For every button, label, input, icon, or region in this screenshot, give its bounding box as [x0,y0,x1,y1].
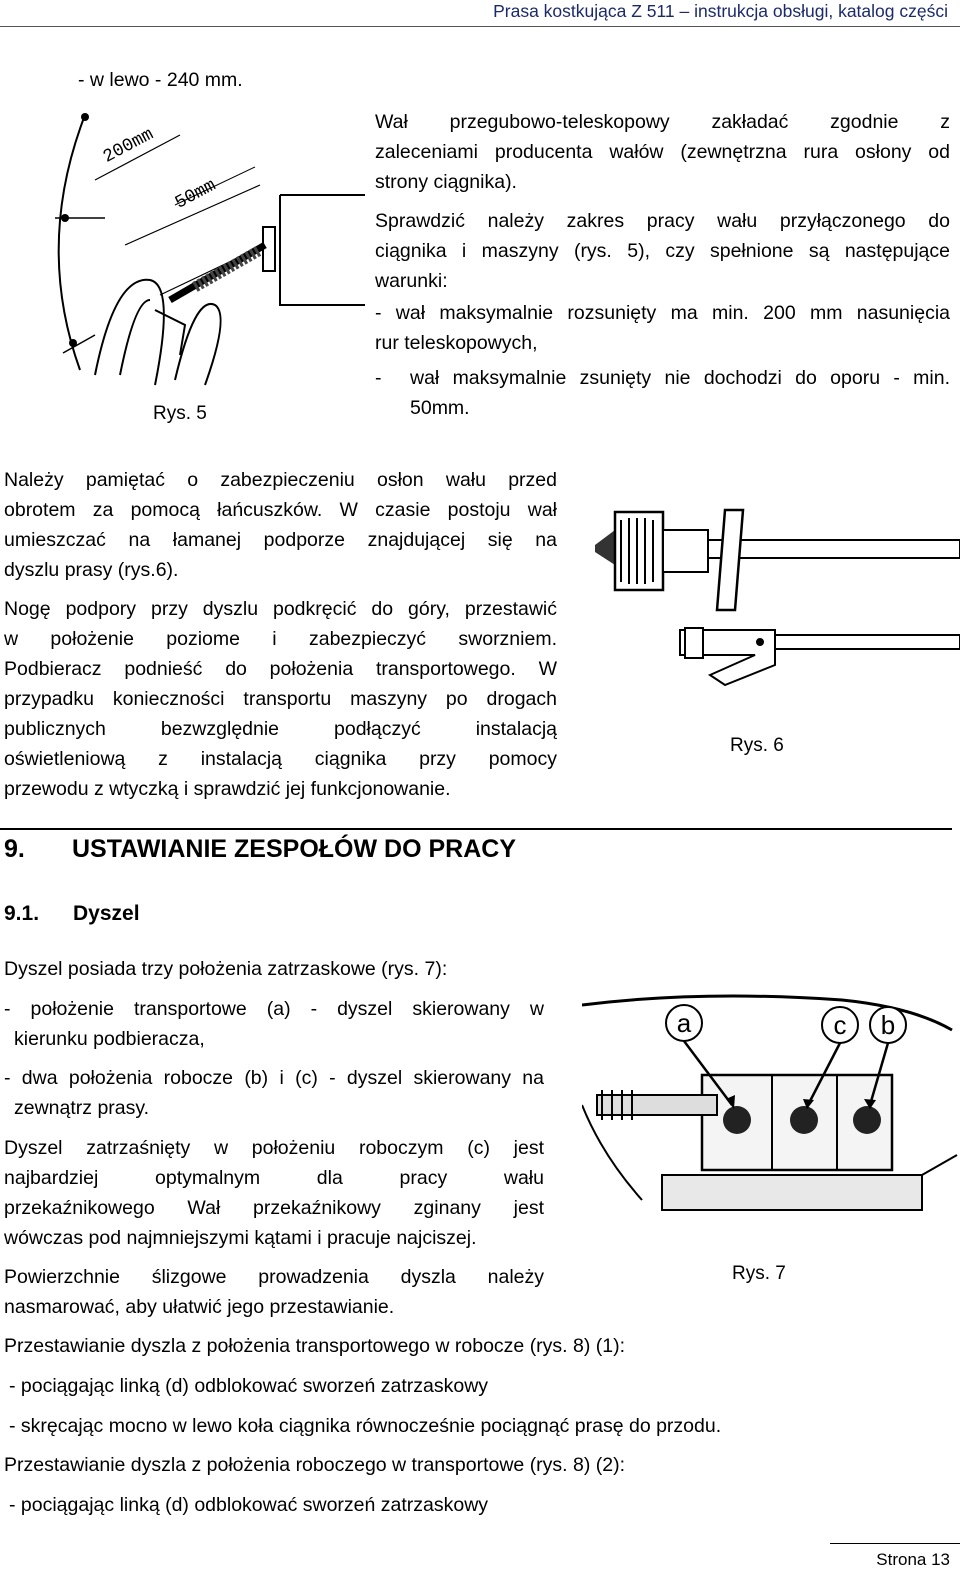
text-line: nasmarować, aby ułatwić jego przestawianie. [4,1296,395,1318]
dyszel-para-8: - skręcając mocno w lewo koła ciągnika równocześnie pociągnąć prasę do przodu. [9,1415,722,1437]
text-line: przewodu z wtyczką i sprawdzić jej funkcjonowanie. [4,778,451,800]
fig6-caption: Rys. 6 [730,735,784,756]
text-line: - dwa położenia robocze (b) i (c) - dyszel skierowany na [4,1067,544,1089]
right-para-2 [375,206,950,296]
page-header: Prasa kostkująca Z 511 – instrukcja obsługi, katalog części [493,1,948,21]
text-line: najbardziej optymalnym dla pracy wału [4,1167,544,1189]
text-line: Dyszel zatrzaśnięty w położeniu roboczym (c) jest [4,1137,544,1159]
figure-5-drawing [55,95,365,395]
section-91-number: 9.1. [4,902,40,925]
text-line: Nogę podpory przy dyszlu podkręcić do góry, przestawić [4,598,557,620]
right-para-4 [410,363,950,423]
right-para-3 [375,298,950,358]
section-9-title: USTAWIANIE ZESPOŁÓW DO PRACY [72,835,516,863]
right-para-1 [375,107,950,197]
text-line: rur teleskopowych, [375,332,538,354]
dyszel-para-2 [4,994,544,1054]
header-rule [0,26,960,27]
text-line: wał maksymalnie zsunięty nie dochodzi do oporu - min. [410,367,950,389]
text-line: ciągnika i maszyny (rys. 5), czy spełnione są następujące [375,240,950,262]
text-line: - położenie transportowe (a) - dyszel skierowany w [4,998,544,1020]
fig5-dim-50: 50mm [172,175,220,214]
fig5-dim-200: 200mm [100,124,158,168]
text-line: obrotem za pomocą łańcuszków. W czasie postoju wał [4,499,557,521]
text-line: Sprawdzić należy zakres pracy wału przyłączonego do [375,210,950,232]
fig7-label-b: b [880,1010,896,1040]
text-line: strony ciągnika). [375,171,517,193]
mid-para-2 [4,594,557,804]
text-line: zaleceniami producenta wałów (zewnętrzna rura osłony od [375,141,950,163]
dyszel-para-9: Przestawianie dyszla z położenia roboczego w transportowe (rys. 8) (2): [4,1454,626,1476]
dyszel-para-10: - pociągając linką (d) odblokować sworzeń zatrzaskowy [9,1494,489,1516]
figure-6-drawing [585,490,960,705]
intro-line: - w lewo - 240 mm. [78,69,243,91]
figure-7-drawing [582,985,960,1245]
dyszel-para-3 [4,1063,544,1123]
section-9-number: 9. [4,835,25,863]
fig7-caption: Rys. 7 [732,1263,786,1284]
text-line: warunki: [375,270,448,292]
dyszel-para-5 [4,1262,544,1322]
dyszel-para-6: Przestawianie dyszla z położenia transportowego w robocze (rys. 8) (1): [4,1335,626,1357]
text-line: Wał przegubowo-teleskopowy zakładać zgodnie z [375,111,950,133]
text-line: wówczas pod najmniejszymi kątami i pracuje najciszej. [4,1227,477,1249]
footer-rule [830,1543,960,1544]
text-line: Podbieracz podnieść do położenia transportowego. W [4,658,557,680]
right-para-4-dash: - [375,367,382,389]
fig7-label-a: a [676,1008,692,1038]
dyszel-para-4 [4,1133,544,1253]
text-line: dyszlu prasy (rys.6). [4,559,179,581]
text-line: umieszczać na łamanej podporze znajdującej się na [4,529,557,551]
text-line: 50mm. [410,397,470,419]
text-line: przekaźnikowego Wał przekaźnikowy zginany jest [4,1197,544,1219]
section-91-title: Dyszel [73,902,140,925]
text-line: Należy pamiętać o zabezpieczeniu osłon wału przed [4,469,557,491]
dyszel-para-1: Dyszel posiada trzy położenia zatrzaskowe (rys. 7): [4,958,448,980]
page-number: Strona 13 [876,1550,950,1569]
mid-para-1 [4,465,557,585]
dyszel-para-7: - pociągając linką (d) odblokować sworzeń zatrzaskowy [9,1375,489,1397]
text-line: publicznych bezwzględnie podłączyć instalacją [4,718,557,740]
section-rule [0,828,952,830]
fig7-label-c: c [833,1010,847,1040]
text-line: oświetleniową z instalacją ciągnika przy pomocy [4,748,557,770]
text-line: w położenie poziome i zabezpieczyć sworzniem. [4,628,557,650]
text-line: przypadku konieczności transportu maszyny po drogach [4,688,557,710]
text-line: Powierzchnie ślizgowe prowadzenia dyszla należy [4,1266,544,1288]
text-line: kierunku podbieracza, [14,1028,205,1050]
fig5-caption: Rys. 5 [153,403,207,424]
text-line: zewnątrz prasy. [14,1097,150,1119]
text-line: - wał maksymalnie rozsunięty ma min. 200 mm nasunięcia [375,302,950,324]
